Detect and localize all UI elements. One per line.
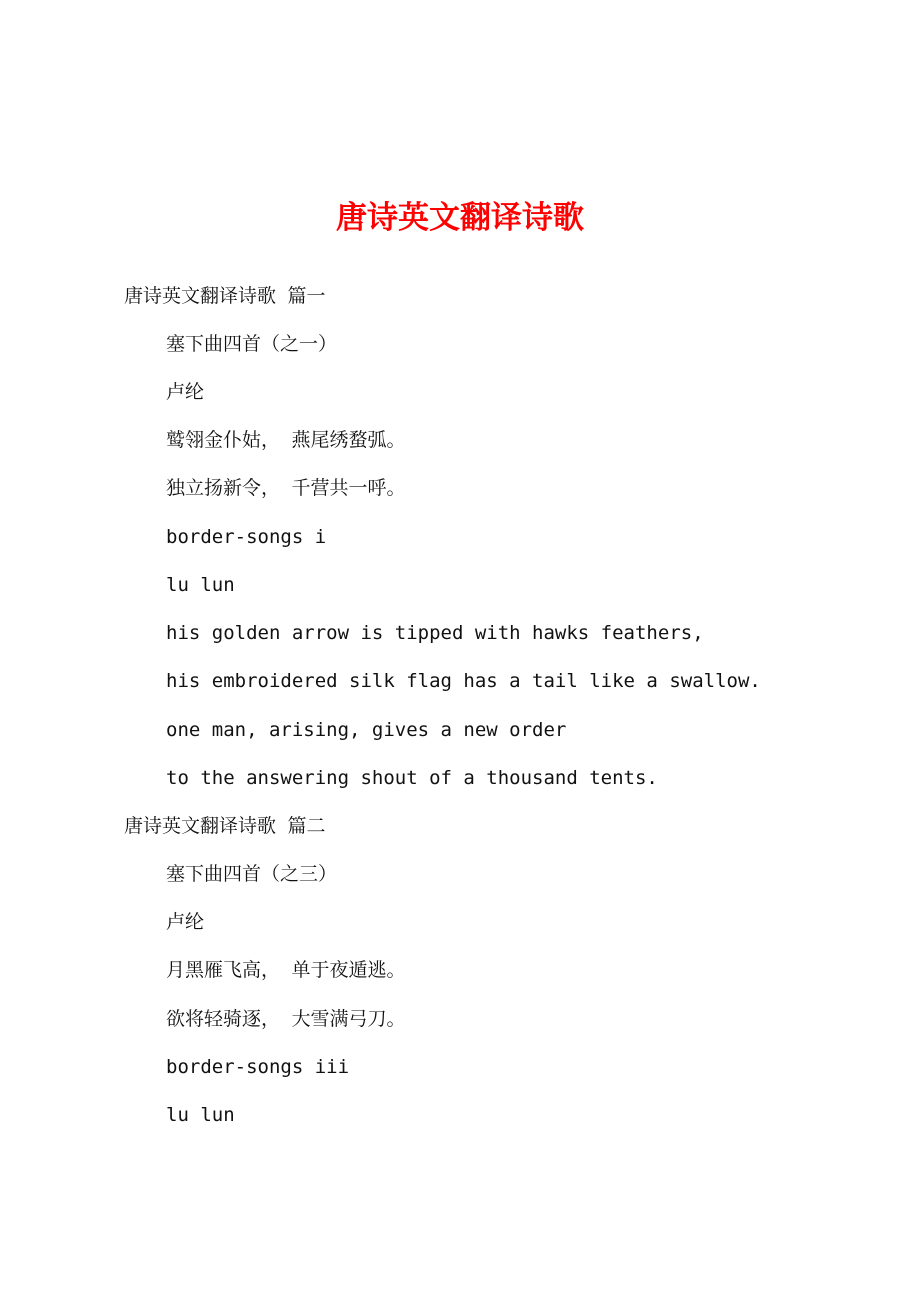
poem-title: 塞下曲四首（之三） <box>166 863 338 885</box>
translation-title: border-songs iii <box>166 1056 350 1078</box>
translation-line: to the answering shout of a thousand tents. <box>166 767 658 789</box>
translation-line: his embroidered silk flag has a tail like a swallow. <box>166 670 761 692</box>
translation-author: lu lun <box>166 574 235 596</box>
poem-author: 卢纶 <box>166 911 205 933</box>
poem-line: 独立扬新令， 千营共一呼。 <box>166 477 406 499</box>
section-heading: 唐诗英文翻译诗歌 篇一 <box>124 285 326 307</box>
section-heading: 唐诗英文翻译诗歌 篇二 <box>124 815 326 837</box>
poem-line: 欲将轻骑逐， 大雪满弓刀。 <box>166 1008 406 1030</box>
translation-author: lu lun <box>166 1104 235 1126</box>
page-title: 唐诗英文翻译诗歌 <box>336 200 584 236</box>
translation-line: his golden arrow is tipped with hawks feathers, <box>166 622 704 644</box>
poem-title: 塞下曲四首（之一） <box>166 333 338 355</box>
translation-line: one man, arising, gives a new order <box>166 719 567 741</box>
translation-title: border-songs i <box>166 526 327 548</box>
poem-author: 卢纶 <box>166 381 205 403</box>
poem-line: 鹫翎金仆姑， 燕尾绣蝥弧。 <box>166 429 406 451</box>
poem-line: 月黑雁飞高， 单于夜遁逃。 <box>166 959 406 981</box>
